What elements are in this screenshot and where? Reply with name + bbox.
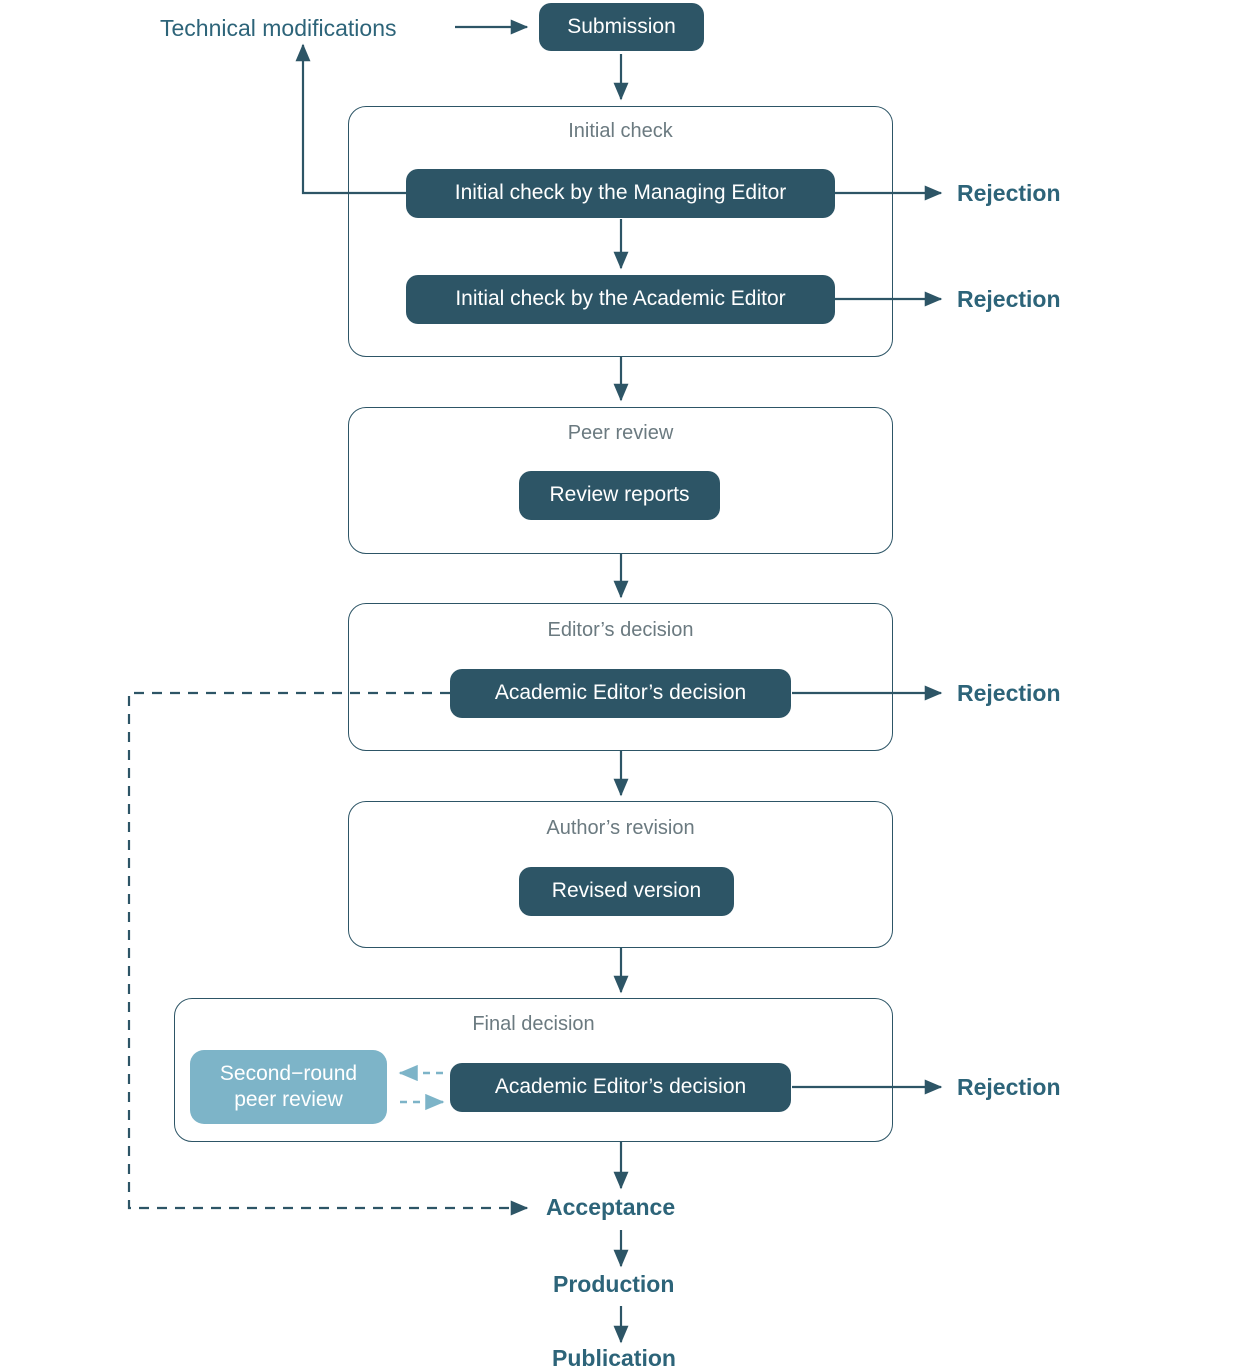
node-submission[interactable]: Submission [539,3,704,51]
group-title-final-decision: Final decision [472,1013,595,1035]
node-academic-editors-decision-2[interactable]: Academic Editor’s decision [450,1063,791,1112]
node-review-reports[interactable]: Review reports [519,471,720,520]
node-revised-version[interactable]: Revised version [519,867,734,916]
node-second-round-peer-review[interactable] [190,1050,387,1124]
node-initial-check-managing-editor[interactable]: Initial check by the Managing Editor [406,169,835,218]
label-rejection-managing-editor: Rejection [957,180,1061,206]
group-title-authors-revision: Author’s revision [546,817,695,839]
group-title-editors-decision: Editor’s decision [547,619,694,641]
label-rejection-editors-decision: Rejection [957,680,1061,706]
node-initial-check-academic-editor[interactable]: Initial check by the Academic Editor [406,275,835,324]
label-rejection-final-decision: Rejection [957,1074,1061,1100]
group-title-peer-review: Peer review [567,422,674,444]
label-acceptance: Acceptance [546,1194,676,1220]
group-title-initial-check: Initial check [568,120,673,142]
second-round-line-2: peer review [234,1088,343,1111]
label-rejection-academic-editor: Rejection [957,286,1061,312]
label-production: Production [553,1271,675,1297]
label-technical-modifications: Technical modifications [160,15,397,41]
label-publication: Publication [552,1345,676,1367]
node-academic-editors-decision-1[interactable]: Academic Editor’s decision [450,669,791,718]
second-round-line-1: Second−round [219,1061,358,1085]
